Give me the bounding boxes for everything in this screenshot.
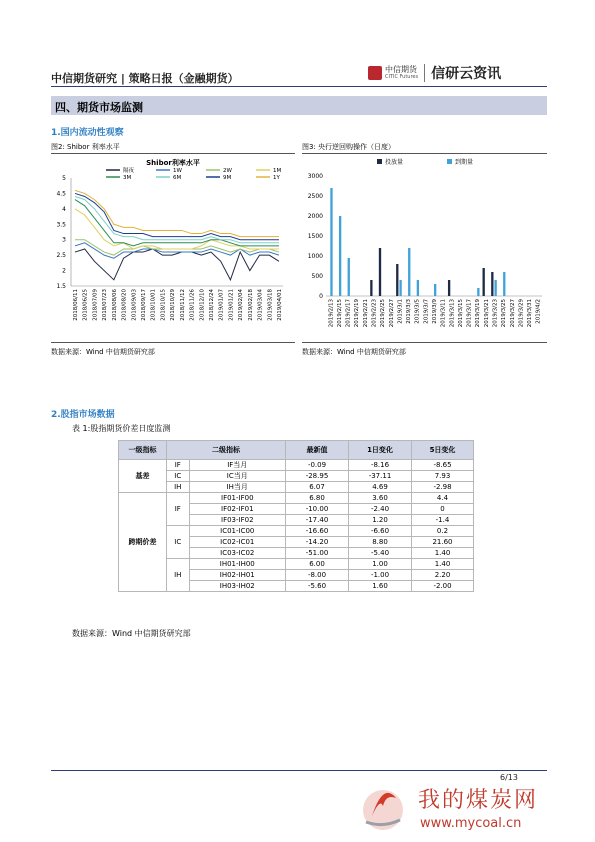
x-tick-label: 2018/07/23 bbox=[102, 289, 109, 321]
x-tick-label: 2019/3/5 bbox=[414, 299, 421, 324]
level2-cell: IH bbox=[167, 482, 190, 493]
latest-cell: -10.00 bbox=[286, 504, 349, 515]
item-cell: IH03-IH02 bbox=[189, 581, 285, 592]
change-1d-cell: -5.40 bbox=[349, 548, 412, 559]
legend-swatch bbox=[447, 159, 452, 164]
latest-cell: -14.20 bbox=[286, 537, 349, 548]
item-cell: IC01-IC00 bbox=[189, 526, 285, 537]
logo-text bbox=[385, 66, 418, 80]
y-tick-label: 3.5 bbox=[56, 221, 66, 229]
fig3-bottom-rule bbox=[302, 342, 547, 343]
item-cell: IH02-IH01 bbox=[189, 570, 285, 581]
change-5d-cell: -2.00 bbox=[412, 581, 474, 592]
bar-maturity bbox=[417, 280, 419, 296]
fig2-rule bbox=[51, 153, 295, 154]
x-tick-label: 2019/3/1 bbox=[397, 299, 404, 324]
table-row bbox=[119, 526, 474, 537]
bar-maturity bbox=[348, 258, 350, 296]
item-cell: IF01-IF00 bbox=[189, 493, 285, 504]
shibor-line-chart bbox=[51, 156, 295, 342]
latest-cell: 6.00 bbox=[286, 559, 349, 570]
x-tick-label: 2019/3/15 bbox=[457, 299, 464, 328]
x-tick-label: 2019/3/7 bbox=[423, 299, 430, 324]
y-tick-label: 4 bbox=[62, 205, 66, 213]
category-cell: 跨期价差 bbox=[119, 493, 167, 592]
category-cell: 基差 bbox=[119, 460, 167, 493]
x-tick-label: 2019/03/04 bbox=[257, 289, 264, 321]
x-tick-label: 2018/12/24 bbox=[209, 289, 215, 321]
change-5d-cell: 7.93 bbox=[412, 471, 474, 482]
item-cell: IC03-IC02 bbox=[189, 548, 285, 559]
bar-injection bbox=[379, 248, 381, 296]
level2-cell: IC bbox=[167, 526, 190, 559]
bar-injection bbox=[370, 280, 372, 296]
x-tick-label: 2018/11/26 bbox=[189, 289, 196, 321]
y-tick-label: 2500 bbox=[307, 193, 323, 200]
series-line-0 bbox=[75, 249, 279, 280]
x-tick-label: 2019/2/27 bbox=[388, 299, 395, 328]
bar-maturity bbox=[503, 272, 505, 296]
subsection-index: 2.股指市场数据 bbox=[51, 410, 115, 420]
y-tick-label: 5 bbox=[62, 175, 66, 182]
x-tick-label: 2018/08/20 bbox=[121, 289, 128, 321]
x-tick-label: 2019/3/23 bbox=[492, 299, 499, 328]
section-heading bbox=[51, 96, 547, 115]
change-1d-cell: 4.69 bbox=[349, 482, 412, 493]
table-row bbox=[119, 460, 474, 471]
legend-label: 1M bbox=[273, 168, 282, 174]
change-1d-cell: 3.60 bbox=[349, 493, 412, 504]
change-5d-cell: 1.40 bbox=[412, 548, 474, 559]
bar-injection bbox=[448, 280, 450, 296]
x-tick-label: 2019/3/25 bbox=[501, 299, 508, 328]
th-level1: 一级指标 bbox=[119, 441, 167, 460]
header-rule bbox=[51, 86, 547, 87]
x-tick-label: 2019/3/21 bbox=[483, 299, 490, 328]
x-tick-label: 2019/2/15 bbox=[336, 299, 343, 328]
x-tick-label: 2019/2/17 bbox=[345, 299, 352, 328]
legend-label: 1Y bbox=[273, 175, 280, 181]
change-1d-cell: 1.20 bbox=[349, 515, 412, 526]
logo-en: CITIC Futures bbox=[385, 74, 419, 80]
citic-logo-icon bbox=[368, 66, 382, 80]
bar-maturity bbox=[339, 216, 341, 296]
y-tick-label: 3000 bbox=[307, 173, 323, 180]
x-tick-label: 2018/08/06 bbox=[111, 289, 118, 321]
x-tick-label: 2018/06/11 bbox=[73, 289, 79, 321]
x-tick-label: 2018/10/29 bbox=[170, 289, 177, 321]
change-1d-cell: 1.00 bbox=[349, 559, 412, 570]
fig3-caption: 图3: 央行逆回购操作（日度） bbox=[302, 143, 396, 151]
page-number: 6/13 bbox=[500, 773, 518, 782]
latest-cell: -16.60 bbox=[286, 526, 349, 537]
y-tick-label: 1000 bbox=[307, 253, 323, 260]
y-tick-label: 2.5 bbox=[56, 252, 66, 260]
x-tick-label: 2019/3/31 bbox=[527, 299, 534, 328]
chart-title: Shibor利率水平 bbox=[146, 159, 200, 167]
change-5d-cell: 0 bbox=[412, 504, 474, 515]
change-5d-cell: 2.20 bbox=[412, 570, 474, 581]
x-tick-label: 2019/3/3 bbox=[406, 299, 413, 324]
x-tick-label: 2019/2/19 bbox=[354, 299, 361, 328]
x-tick-label: 2019/01/21 bbox=[228, 289, 235, 321]
table-row bbox=[119, 471, 474, 482]
item-cell: IC当月 bbox=[189, 471, 285, 482]
x-tick-label: 2018/09/03 bbox=[131, 289, 138, 321]
change-5d-cell: -8.65 bbox=[412, 460, 474, 471]
bar-maturity bbox=[408, 248, 410, 296]
x-tick-label: 2019/3/19 bbox=[475, 299, 482, 328]
change-1d-cell: -6.60 bbox=[349, 526, 412, 537]
brand-logo bbox=[368, 62, 540, 84]
mycoal-logo-icon bbox=[352, 776, 414, 834]
legend-swatch bbox=[377, 159, 382, 164]
x-tick-label: 2019/4/2 bbox=[535, 299, 542, 324]
section-title: 四、期货市场监测 bbox=[55, 101, 143, 114]
bar-maturity bbox=[477, 288, 479, 296]
item-cell: IH01-IH00 bbox=[189, 559, 285, 570]
watermark-cn: 我的煤炭网 bbox=[418, 788, 539, 813]
table-row bbox=[119, 493, 474, 504]
bar-injection bbox=[483, 268, 485, 296]
latest-cell: -0.09 bbox=[286, 460, 349, 471]
footer-rule bbox=[51, 770, 547, 771]
y-tick-label: 3 bbox=[62, 236, 66, 244]
x-tick-label: 2018/09/17 bbox=[141, 289, 147, 321]
table-header-row bbox=[119, 441, 474, 460]
x-tick-label: 2019/3/9 bbox=[432, 299, 438, 324]
bar-injection bbox=[396, 264, 398, 296]
item-cell: IF03-IF02 bbox=[189, 515, 285, 526]
th-5d: 5日变化 bbox=[412, 441, 474, 460]
y-tick-label: 4.5 bbox=[56, 190, 66, 198]
fig2-source: 数据来源：Wind 中信期货研究部 bbox=[51, 348, 155, 356]
x-tick-label: 2019/3/29 bbox=[518, 299, 525, 328]
item-cell: IH当月 bbox=[189, 482, 285, 493]
x-tick-label: 2019/3/17 bbox=[466, 299, 473, 328]
level2-cell: IF bbox=[167, 493, 190, 526]
series-line-1 bbox=[75, 243, 279, 258]
change-1d-cell: -2.40 bbox=[349, 504, 412, 515]
x-tick-label: 2018/10/01 bbox=[150, 289, 157, 321]
x-tick-label: 2019/3/27 bbox=[509, 299, 516, 328]
latest-cell: 6.80 bbox=[286, 493, 349, 504]
legend-label: 投放量 bbox=[385, 159, 404, 166]
y-tick-label: 500 bbox=[311, 273, 323, 280]
x-tick-label: 2019/2/25 bbox=[380, 299, 387, 328]
legend-label: 3M bbox=[123, 175, 132, 181]
latest-cell: -28.95 bbox=[286, 471, 349, 482]
fig3-source: 数据来源：Wind 中信期货研究部 bbox=[302, 348, 406, 356]
x-tick-label: 2018/12/10 bbox=[199, 289, 206, 321]
legend-label: 隔夜 bbox=[123, 168, 135, 174]
y-tick-label: 2 bbox=[62, 267, 66, 275]
item-cell: IF当月 bbox=[189, 460, 285, 471]
change-1d-cell: -37.11 bbox=[349, 471, 412, 482]
change-5d-cell: 1.40 bbox=[412, 559, 474, 570]
x-tick-label: 2019/02/04 bbox=[238, 289, 245, 321]
item-cell: IC02-IC01 bbox=[189, 537, 285, 548]
fig2-bottom-rule bbox=[51, 342, 295, 343]
logo-divider bbox=[424, 64, 425, 82]
report-title: 中信期货研究 | 策略日报（金融期货） bbox=[51, 72, 239, 85]
x-tick-label: 2018/10/15 bbox=[160, 289, 167, 321]
change-1d-cell: 8.80 bbox=[349, 537, 412, 548]
table-row bbox=[119, 482, 474, 493]
level2-cell: IC bbox=[167, 471, 190, 482]
fig2-caption: 图2: Shibor 利率水平 bbox=[51, 143, 120, 151]
x-tick-label: 2019/2/13 bbox=[328, 299, 335, 328]
series-line-5 bbox=[75, 197, 279, 243]
logo-right-text: 信研云资讯 bbox=[431, 66, 502, 82]
x-tick-label: 2019/04/01 bbox=[277, 289, 283, 321]
latest-cell: -8.00 bbox=[286, 570, 349, 581]
table-caption: 表 1:股指期货价差日度监测 bbox=[72, 424, 171, 433]
legend-label: 1W bbox=[173, 168, 182, 174]
table-row bbox=[119, 559, 474, 570]
y-tick-label: 0 bbox=[319, 293, 323, 300]
x-tick-label: 2019/2/21 bbox=[362, 299, 369, 328]
x-tick-label: 2019/01/07 bbox=[218, 289, 225, 321]
x-tick-label: 2019/02/18 bbox=[247, 289, 254, 321]
subsection-liquidity: 1.国内流动性观察 bbox=[51, 128, 124, 138]
legend-label: 到期量 bbox=[455, 159, 474, 166]
table-source: 数据来源：Wind 中信期货研究部 bbox=[72, 629, 191, 638]
bar-maturity bbox=[399, 280, 401, 296]
legend-label: 9M bbox=[223, 175, 232, 181]
change-5d-cell: -2.98 bbox=[412, 482, 474, 493]
spread-monitor-table bbox=[118, 440, 474, 592]
x-tick-label: 2019/2/23 bbox=[371, 299, 378, 328]
x-tick-label: 2018/07/09 bbox=[92, 289, 99, 321]
bar-maturity bbox=[494, 280, 496, 296]
fig3-rule bbox=[302, 153, 547, 154]
level2-cell: IH bbox=[167, 559, 190, 592]
latest-cell: 6.07 bbox=[286, 482, 349, 493]
bar-maturity bbox=[434, 284, 436, 296]
y-tick-label: 1.5 bbox=[56, 283, 66, 290]
change-5d-cell: 21.60 bbox=[412, 537, 474, 548]
legend-label: 6M bbox=[173, 175, 182, 181]
x-tick-label: 2019/3/11 bbox=[440, 299, 447, 328]
change-5d-cell: -1.4 bbox=[412, 515, 474, 526]
series-line-7 bbox=[75, 190, 279, 236]
change-5d-cell: 4.4 bbox=[412, 493, 474, 504]
x-tick-label: 2018/11/12 bbox=[179, 289, 186, 321]
reverse-repo-bar-chart bbox=[302, 156, 547, 342]
th-latest: 最新值 bbox=[286, 441, 349, 460]
latest-cell: -51.00 bbox=[286, 548, 349, 559]
y-tick-label: 1500 bbox=[307, 233, 323, 240]
change-5d-cell: 0.2 bbox=[412, 526, 474, 537]
x-tick-label: 2019/03/18 bbox=[267, 289, 274, 321]
change-1d-cell: -1.00 bbox=[349, 570, 412, 581]
x-tick-label: 2019/3/13 bbox=[449, 299, 456, 328]
change-1d-cell: 1.60 bbox=[349, 581, 412, 592]
th-1d: 1日变化 bbox=[349, 441, 412, 460]
change-1d-cell: -8.16 bbox=[349, 460, 412, 471]
series-line-2 bbox=[75, 240, 279, 255]
latest-cell: -17.40 bbox=[286, 515, 349, 526]
watermark-en: www.mycoal.cn bbox=[420, 816, 522, 831]
th-level2: 二级指标 bbox=[167, 441, 286, 460]
latest-cell: -5.60 bbox=[286, 581, 349, 592]
x-tick-label: 2018/06/25 bbox=[82, 289, 89, 321]
level2-cell: IF bbox=[167, 460, 190, 471]
legend-label: 2W bbox=[223, 168, 232, 174]
bar-maturity bbox=[330, 188, 332, 296]
y-tick-label: 2000 bbox=[307, 213, 323, 220]
bar-injection bbox=[491, 272, 493, 296]
item-cell: IF02-IF01 bbox=[189, 504, 285, 515]
logo-cn: 中信期货 bbox=[385, 65, 417, 74]
